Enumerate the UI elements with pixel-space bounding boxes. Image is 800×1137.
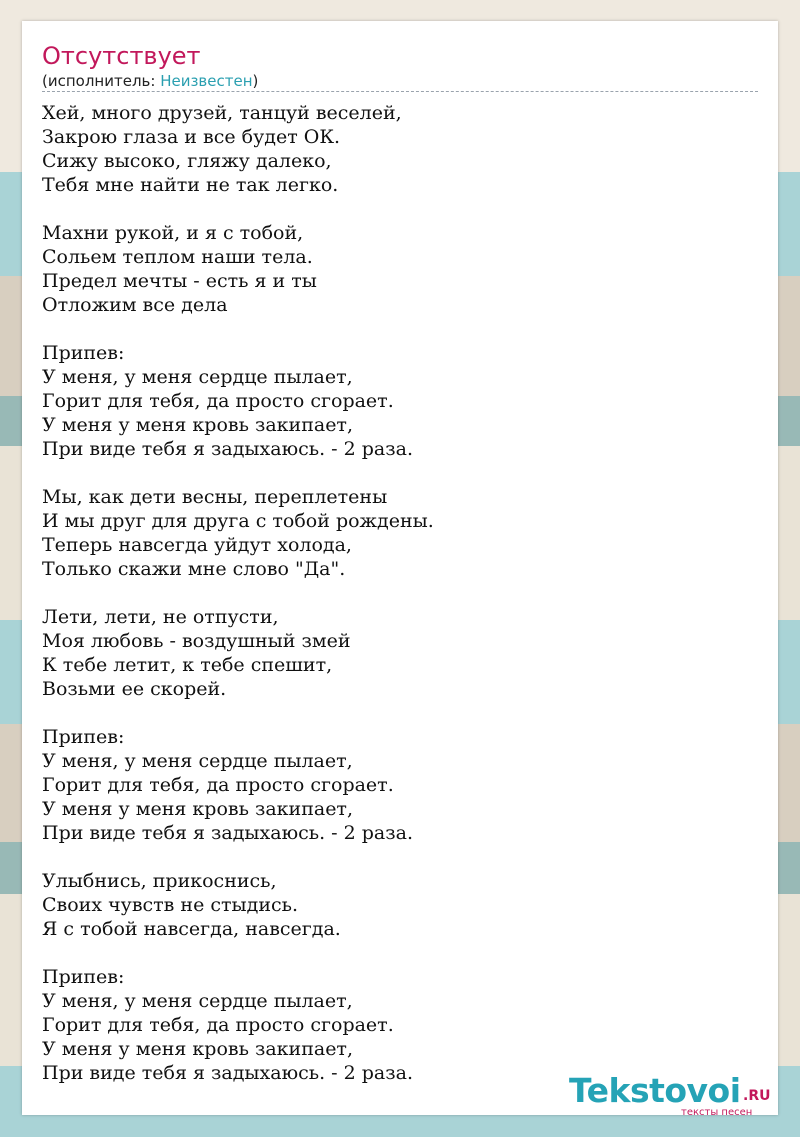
- stanza-gap: [42, 701, 758, 725]
- lyric-line: Припев:: [42, 342, 125, 364]
- lyric-line: Горит для тебя, да просто сгорает.: [42, 774, 394, 796]
- stanza-gap: [42, 317, 758, 341]
- lyric-line: Горит для тебя, да просто сгорает.: [42, 1014, 394, 1036]
- lyric-line: При виде тебя я задыхаюсь. - 2 раза.: [42, 1062, 413, 1084]
- lyric-line: Отложим все дела: [42, 294, 228, 316]
- lyric-line: Хей, много друзей, танцуй веселей,: [42, 102, 402, 124]
- lyric-line: Горит для тебя, да просто сгорает.: [42, 390, 394, 412]
- lyric-line: Закрою глаза и все будет ОК.: [42, 126, 341, 148]
- artist-prefix: (исполнитель:: [42, 72, 161, 90]
- stanza-gap: [42, 845, 758, 869]
- stanza-gap: [42, 941, 758, 965]
- artist-link[interactable]: Неизвестен: [160, 72, 253, 90]
- lyric-line: У меня у меня кровь закипает,: [42, 1038, 353, 1060]
- lyric-line: И мы друг для друга с тобой рождены.: [42, 510, 434, 532]
- lyric-line: Сольем теплом наши тела.: [42, 246, 313, 268]
- logo-wordmark: Tekstovoi: [569, 1071, 741, 1110]
- stanza-gap: [42, 197, 758, 221]
- artist-suffix: ): [252, 72, 259, 90]
- lyric-line: У меня у меня кровь закипает,: [42, 414, 353, 436]
- lyric-line: Предел мечты - есть я и ты: [42, 270, 317, 292]
- title-divider: [42, 91, 758, 92]
- lyric-line: Лети, лети, не отпусти,: [42, 606, 279, 628]
- song-title: Отсутствует: [42, 42, 201, 70]
- lyric-line: Припев:: [42, 726, 125, 748]
- lyric-line: Мы, как дети весны, переплетены: [42, 486, 388, 508]
- lyric-line: Только скажи мне слово "Да".: [42, 558, 346, 580]
- lyric-line: Сижу высоко, гляжу далеко,: [42, 150, 332, 172]
- lyric-line: У меня, у меня сердце пылает,: [42, 990, 353, 1012]
- lyric-line: Тебя мне найти не так легко.: [42, 174, 339, 196]
- lyric-line: У меня у меня кровь закипает,: [42, 798, 353, 820]
- lyric-line: Своих чувств не стыдись.: [42, 894, 299, 916]
- lyric-line: При виде тебя я задыхаюсь. - 2 раза.: [42, 438, 413, 460]
- lyric-line: Улыбнись, прикоснись,: [42, 870, 277, 892]
- lyric-line: Припев:: [42, 966, 125, 988]
- lyric-line: Моя любовь - воздушный змей: [42, 630, 351, 652]
- lyric-line: У меня, у меня сердце пылает,: [42, 366, 353, 388]
- logo-tagline: тексты песен: [681, 1107, 753, 1118]
- site-logo[interactable]: [569, 1071, 779, 1121]
- lyric-line: Я с тобой навсегда, навсегда.: [42, 918, 341, 940]
- lyric-line: У меня, у меня сердце пылает,: [42, 750, 353, 772]
- lyric-line: При виде тебя я задыхаюсь. - 2 раза.: [42, 822, 413, 844]
- stanza-gap: [42, 461, 758, 485]
- lyric-line: Махни рукой, и я с тобой,: [42, 222, 304, 244]
- lyric-line: Возьми ее скорей.: [42, 678, 227, 700]
- stanza-gap: [42, 581, 758, 605]
- lyric-line: К тебе летит, к тебе спешит,: [42, 654, 333, 676]
- lyrics-card: [22, 21, 778, 1118]
- logo-domain: .RU: [743, 1088, 771, 1104]
- lyrics-body: [42, 101, 758, 1085]
- artist-line: [42, 71, 258, 91]
- lyric-line: Теперь навсегда уйдут холода,: [42, 534, 352, 556]
